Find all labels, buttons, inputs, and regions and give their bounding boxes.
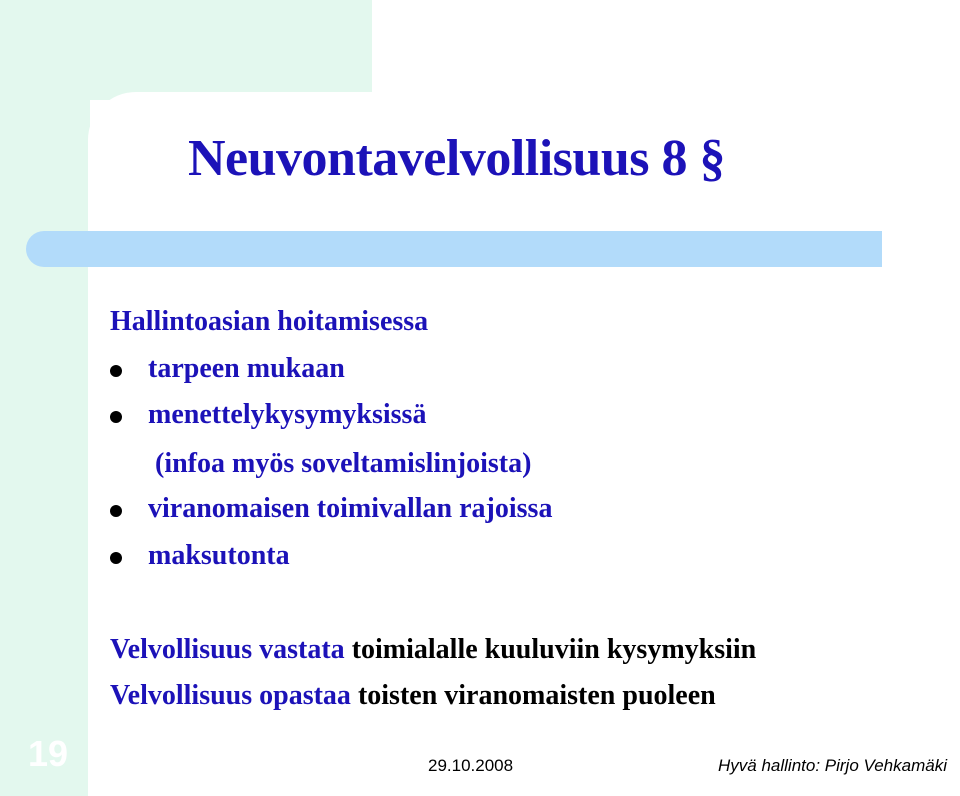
bullet-item: maksutonta xyxy=(148,540,290,571)
statement-guide xyxy=(110,679,716,713)
footer-author: Hyvä hallinto: Pirjo Vehkamäki xyxy=(718,756,947,775)
statement-lead: Velvollisuus vastata xyxy=(110,634,345,665)
background-mint-left xyxy=(0,0,90,796)
bullet-item: menettelykysymyksissä xyxy=(148,399,427,430)
slide-title: Neuvontavelvollisuus 8 § xyxy=(188,130,725,187)
section-heading: Hallintoasian hoitamisessa xyxy=(110,306,429,337)
statement-rest: toisten viranomaisten puoleen xyxy=(350,680,716,711)
statement-lead: Velvollisuus opastaa xyxy=(110,680,351,711)
bullet-icon xyxy=(110,411,122,423)
footer-date: 29.10.2008 xyxy=(428,756,514,775)
bullet-icon xyxy=(110,365,122,377)
title-underline-bar xyxy=(26,231,882,267)
bullet-icon xyxy=(110,552,122,564)
bullet-item: tarpeen mukaan xyxy=(148,353,345,384)
statement-rest: toimialalle kuuluviin kysymyksiin xyxy=(344,634,757,665)
statement-answer xyxy=(110,633,756,667)
bullet-icon xyxy=(110,505,122,517)
slide-number: 19 xyxy=(28,733,69,774)
bullet-item: viranomaisen toimivallan rajoissa xyxy=(148,493,553,524)
bullet-note: (infoa myös soveltamislinjoista) xyxy=(155,448,532,479)
